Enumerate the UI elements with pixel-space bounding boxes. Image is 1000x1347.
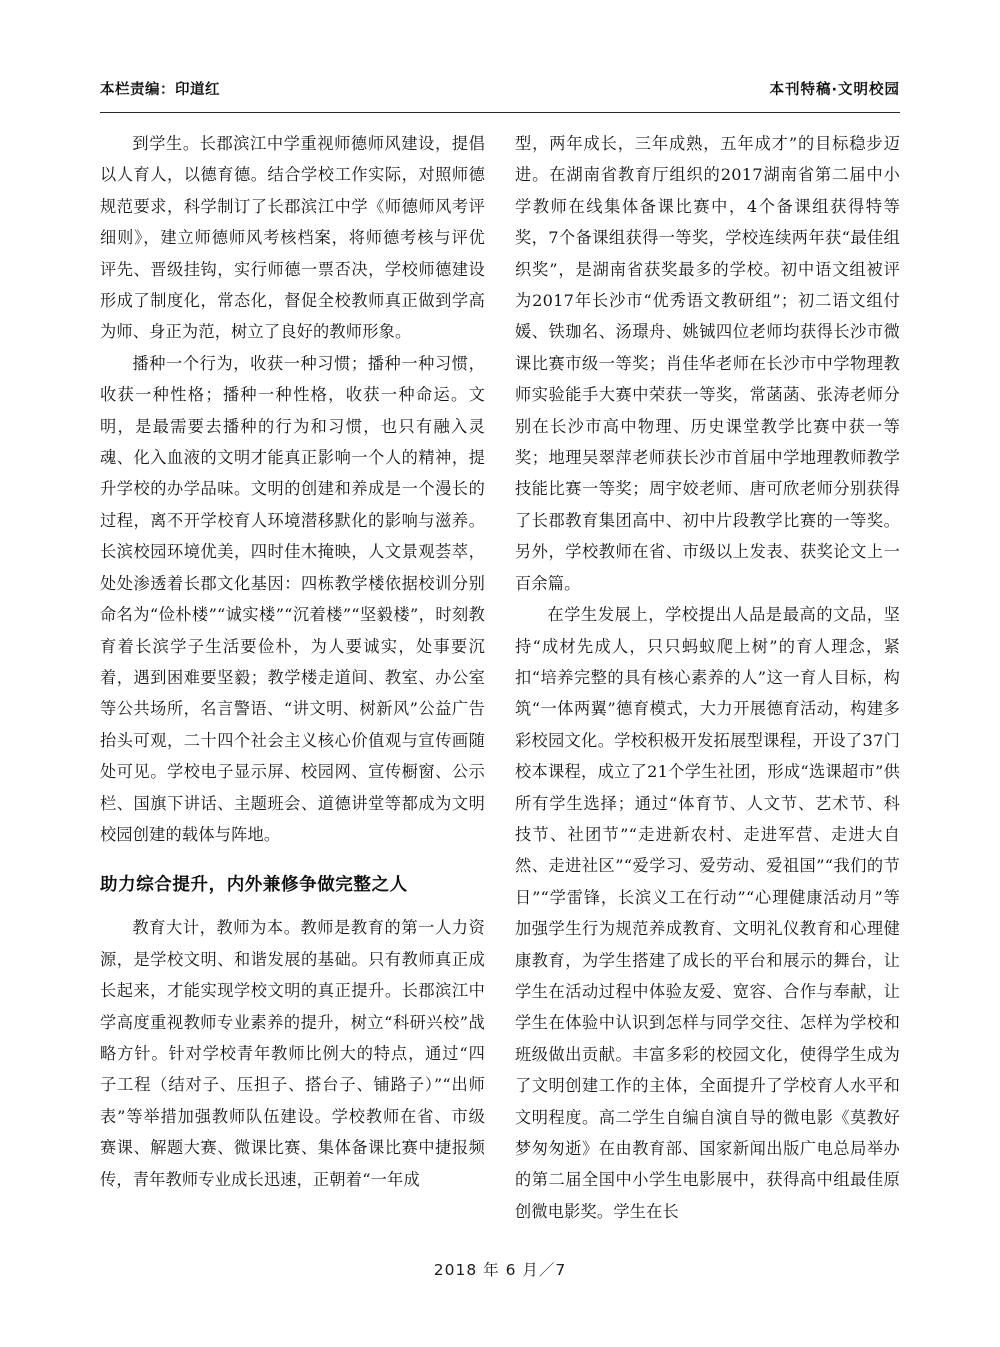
section-subheading: 助力综合提升，内外兼修争做完整之人 [100, 875, 408, 896]
paragraph: 在学生发展上，学校提出人品是最高的文品，坚持“成材先成人，只只蚂蚁爬上树”的育人理念，紧扣“培养完整的具有核心素养的人”这一育人目标，构筑“一体两翼”德育模式，大力开展德育活动，构建多彩校园文化。学校积极开发拓展型课程，开设了37门校本课程，成立了21个学生社团，形成“选课超市”供所有学生选择；通过“体育节、人文节、艺术节、科技节、社团节”“走进新农村、走进军营、走进大自然、走进社区”“爱学习、爱劳动、爱祖国”“我们的节日”“学雷锋，长滨义工在行动”“心理健康活动月”等加强学生行为规范养成教育、文明礼仪教育和心理健康教育，为学生搭建了成长的平台和展示的舞台，让学生在活动过程中体验友爱、宽容、合作与奉献，让学生在体验中认识到怎样与同学交往、怎样为学校和班级做出贡献。丰富多彩的校园文化，使得学生成为了文明创建工作的主体，全面提升了学校育人水平和文明程度。高二学生自编自演自导的微电影《莫教好梦匆匆逝》在由教育部、国家新闻出版广电总局举办的第二届全国中小学生电影展中，获得高中组最佳原创微电影奖。学生在长 [515, 605, 900, 1221]
page-footer [0, 1258, 1000, 1280]
header-divider [100, 112, 900, 113]
two-column-body [100, 128, 900, 1238]
paragraph: 到学生。长郡滨江中学重视师德师风建设，提倡以人育人，以德育德。结合学校工作实际，对照师德规范要求，科学制订了长郡滨江中学《师德师风考评细则》，建立师德师风考核档案，将师德考核与评优评先、晋级挂钩，实行师德一票否决，学校师德建设形成了制度化，常态化，督促全校教师真正做到学高为师、身正为范，树立了良好的教师形象。 [100, 134, 485, 342]
page-header [100, 78, 900, 99]
right-column [515, 128, 900, 1238]
paragraph: 教育大计，教师为本。教师是教育的第一人力资源，是学校文明、和谐发展的基础。只有教师真正成长起来，才能实现学校文明的真正提升。长郡滨江中学高度重视教师专业素养的提升，树立“科研兴校”战略方针。针对学校青年教师比例大的特点，通过“四子工程（结对子、压担子、搭台子、铺路子）”“出师表”等举措加强教师队伍建设。学校教师在省、市级赛课、解题大赛、微课比赛、集体备课比赛中捷报频传，青年教师专业成长迅速，正朝着“一年成 [100, 918, 485, 1189]
left-column [100, 128, 485, 1238]
paragraph: 播种一个行为，收获一种习惯；播种一种习惯，收获一种性格；播种一种性格，收获一种命运。文明，是最需要去播种的行为和习惯，也只有融入灵魂、化入血液的文明才能真正影响一个人的精神，提升学校的办学品味。文明的创建和养成是一个漫长的过程，离不开学校育人环境潜移默化的影响与滋养。长滨校园环境优美，四时佳木掩映，人文景观荟萃，处处渗透着长郡文化基因：四栋教学楼依据校训分别命名为“俭朴楼”“诚实楼”“沉着楼”“坚毅楼”，时刻教育着长滨学子生活要俭朴，为人要诚实，处事要沉着，遇到困难要坚毅；教学楼走道间、教室、办公室等公共场所，名言警语、“讲文明、树新风”公益广告抬头可观，二十四个社会主义核心价值观与宣传画随处可见。学校电子显示屏、校园网、宣传橱窗、公示栏、国旗下讲话、主题班会、道德讲堂等都成为文明校园创建的载体与阵地。 [100, 353, 485, 844]
header-section-label: 本刊特稿·文明校园 [769, 82, 900, 98]
page-number-label: 2018 年 6 月／7 [433, 1261, 567, 1279]
header-editor-label: 本栏责编：印道红 [100, 82, 220, 98]
paragraph: 型，两年成长，三年成熟，五年成才”的目标稳步迈进。在湖南省教育厅组织的2017湖南省第二届中小学教师在线集体备课比赛中，4个备课组获得特等奖，7个备课组获得一等奖，学校连续两年获“最佳组织奖”，是湖南省获奖最多的学校。初中语文组被评为2017年长沙市“优秀语文教研组”；初二语文组付媛、铁珈名、汤璟舟、姚铖四位老师均获得长沙市微课比赛市级一等奖；肖佳华老师在长沙市中学物理教师实验能手大赛中荣获一等奖，常菡菡、张涛老师分别在长沙市高中物理、历史课堂教学比赛中获一等奖；地理吴翠萍老师获长沙市首届中学地理教师教学技能比赛一等奖；周宇姣老师、唐可欣老师分别获得了长郡教育集团高中、初中片段教学比赛的一等奖。另外，学校教师在省、市级以上发表、获奖论文上一百余篇。 [515, 134, 900, 593]
